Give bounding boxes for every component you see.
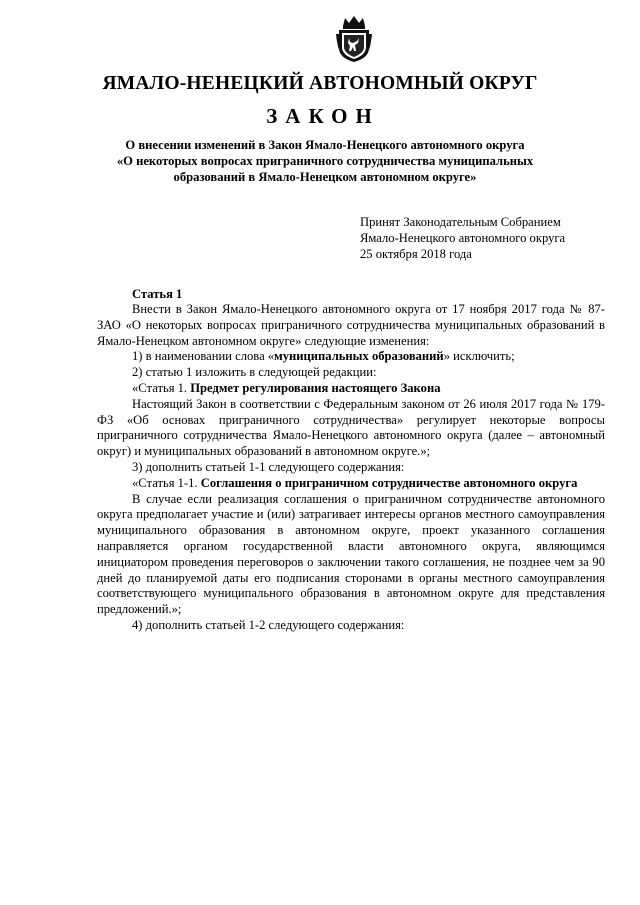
article-heading: Статья 1 xyxy=(132,287,183,301)
article-prefix: «Статья 1-1. xyxy=(132,475,201,490)
amendment-item-3: 3) дополнить статьей 1-1 следующего содержания: xyxy=(132,459,405,474)
article-intro: Внести в Закон Ямало-Ненецкого автономного округа от 17 ноября 2017 года № 87-ЗАО «О некоторых вопросах приграничного сотрудничества муниципальных образований в Ямало-Ненецком автономном округе» следующие изменения: xyxy=(97,302,605,348)
article-title: Предмет регулирования настоящего Закона xyxy=(190,380,441,395)
subtitle-line: образований в Ямало-Ненецком автономном округе» xyxy=(173,170,477,185)
adoption-line: Ямало-Ненецкого автономного округа xyxy=(360,231,566,246)
subtitle-line: «О некоторых вопросах приграничного сотрудничества муниципальных xyxy=(116,154,534,169)
amendment-item-2: 2) статью 1 изложить в следующей редакции: xyxy=(132,365,377,380)
adoption-line: Принят Законодательным Собранием xyxy=(360,215,561,229)
item-text: 1) в наименовании слова « xyxy=(132,349,275,364)
article-title: Соглашения о приграничном сотрудничестве автономного округа xyxy=(200,475,578,490)
item-text: » исключить; xyxy=(443,349,515,364)
region-title: ЯМАЛО-НЕНЕЦКИЙ АВТОНОМНЫЙ ОКРУГ xyxy=(102,73,538,94)
amendment-item-4: 4) дополнить статьей 1-2 следующего содержания: xyxy=(132,617,405,632)
new-article-1-1-text: В случае если реализация соглашения о приграничном сотрудничестве автономного округа предполагает участие и (или) затрагивает интересы органов местного самоуправления муниципального образования в автономном округе, проект указанного соглашения направляется органом государственной власти автономного округа, являющимся инициатором проведения переговоров о заключении такого соглашения, не позднее чем за 90 дней до планируемой даты его подписания сторонами в органы местного самоуправления соответствующего муниципального образования в автономном округе для представления предложений.»; xyxy=(97,491,605,617)
article-body xyxy=(97,302,605,634)
amendment-item-1 xyxy=(97,349,605,365)
law-subtitle xyxy=(90,137,560,186)
coat-of-arms-emblem xyxy=(335,14,373,64)
law-title: ЗАКОН xyxy=(266,104,380,128)
adoption-line: 25 октября 2018 года xyxy=(360,247,472,262)
adoption-note xyxy=(360,214,565,263)
article-prefix: «Статья 1. xyxy=(132,380,191,395)
new-article-1-1-heading xyxy=(97,476,605,492)
new-article-1-heading xyxy=(97,381,605,397)
subtitle-line: О внесении изменений в Закон Ямало-Ненецкого автономного округа xyxy=(125,138,525,152)
new-article-1-text: Настоящий Закон в соответствии с Федеральным законом от 26 июля 2017 года № 179-ФЗ «Об основах приграничного сотрудничества» регулирует некоторые вопросы приграничного сотрудничества Ямало-Ненецкого автономного округа (далее – автономный округ) и муниципальных образований в автономном округе.»; xyxy=(97,396,605,459)
item-bold-text: муниципальных образований xyxy=(274,349,444,364)
